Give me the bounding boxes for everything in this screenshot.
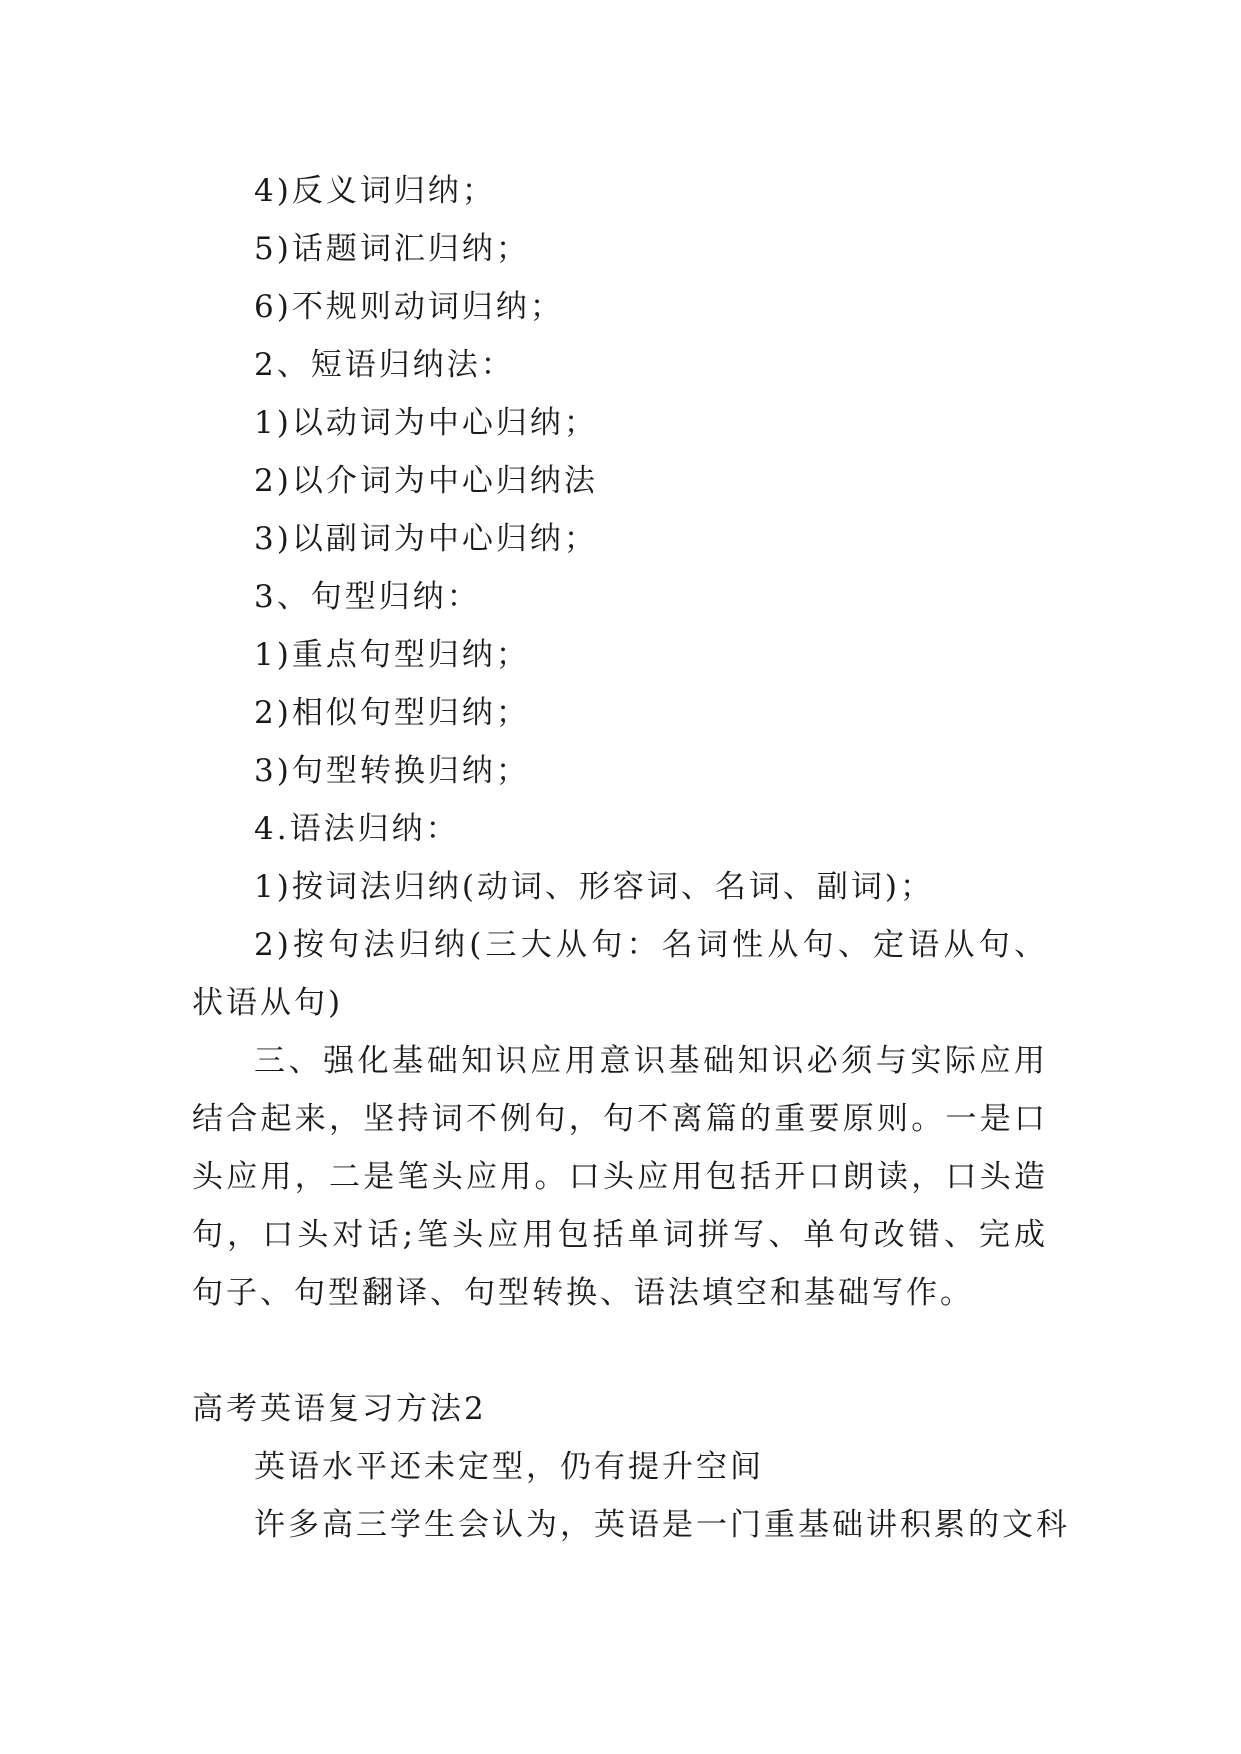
clause-paragraph: 2)按句法归纳(三大从句：名词性从句、定语从句、状语从句) — [192, 927, 1048, 1021]
list-item: 3)句型转换归纳； — [254, 753, 530, 789]
section-subheading: 3、句型归纳： — [254, 579, 481, 615]
section-three-paragraph: 三、强化基础知识应用意识基础知识必须与实际应用结合起来，坚持词不例句，句不离篇的重要原则。一是口头应用，二是笔头应用。口头应用包括开口朗读，口头造句，口头对话;笔头应用包括单词拼写、单句改错、完成句子、句型翻译、句型转换、语法填空和基础写作。 — [192, 1043, 1048, 1311]
list-item: 3)以副词为中心归纳； — [254, 521, 598, 557]
list-item: 5)话题词汇归纳； — [254, 231, 530, 267]
article-heading: 高考英语复习方法2 — [192, 1391, 487, 1427]
list-item: 4)反义词归纳； — [254, 173, 496, 209]
list-item: 1)以动词为中心归纳； — [254, 405, 598, 441]
section-subheading: 2、短语归纳法： — [254, 347, 515, 383]
paragraph-line: 许多高三学生会认为，英语是一门重基础讲积累的文科 — [254, 1507, 1070, 1543]
spacer — [192, 1322, 1048, 1380]
section-subheading: 4.语法归纳： — [254, 811, 460, 847]
document-body — [192, 162, 1070, 1554]
list-item: 1)重点句型归纳； — [254, 637, 530, 673]
paragraph-line: 英语水平还未定型，仍有提升空间 — [254, 1449, 764, 1485]
list-item: 1)按词法归纳(动词、形容词、名词、副词)； — [254, 869, 935, 905]
list-item: 6)不规则动词归纳； — [254, 289, 564, 325]
list-item: 2)以介词为中心归纳法 — [254, 463, 598, 499]
list-item: 2)相似句型归纳； — [254, 695, 530, 731]
